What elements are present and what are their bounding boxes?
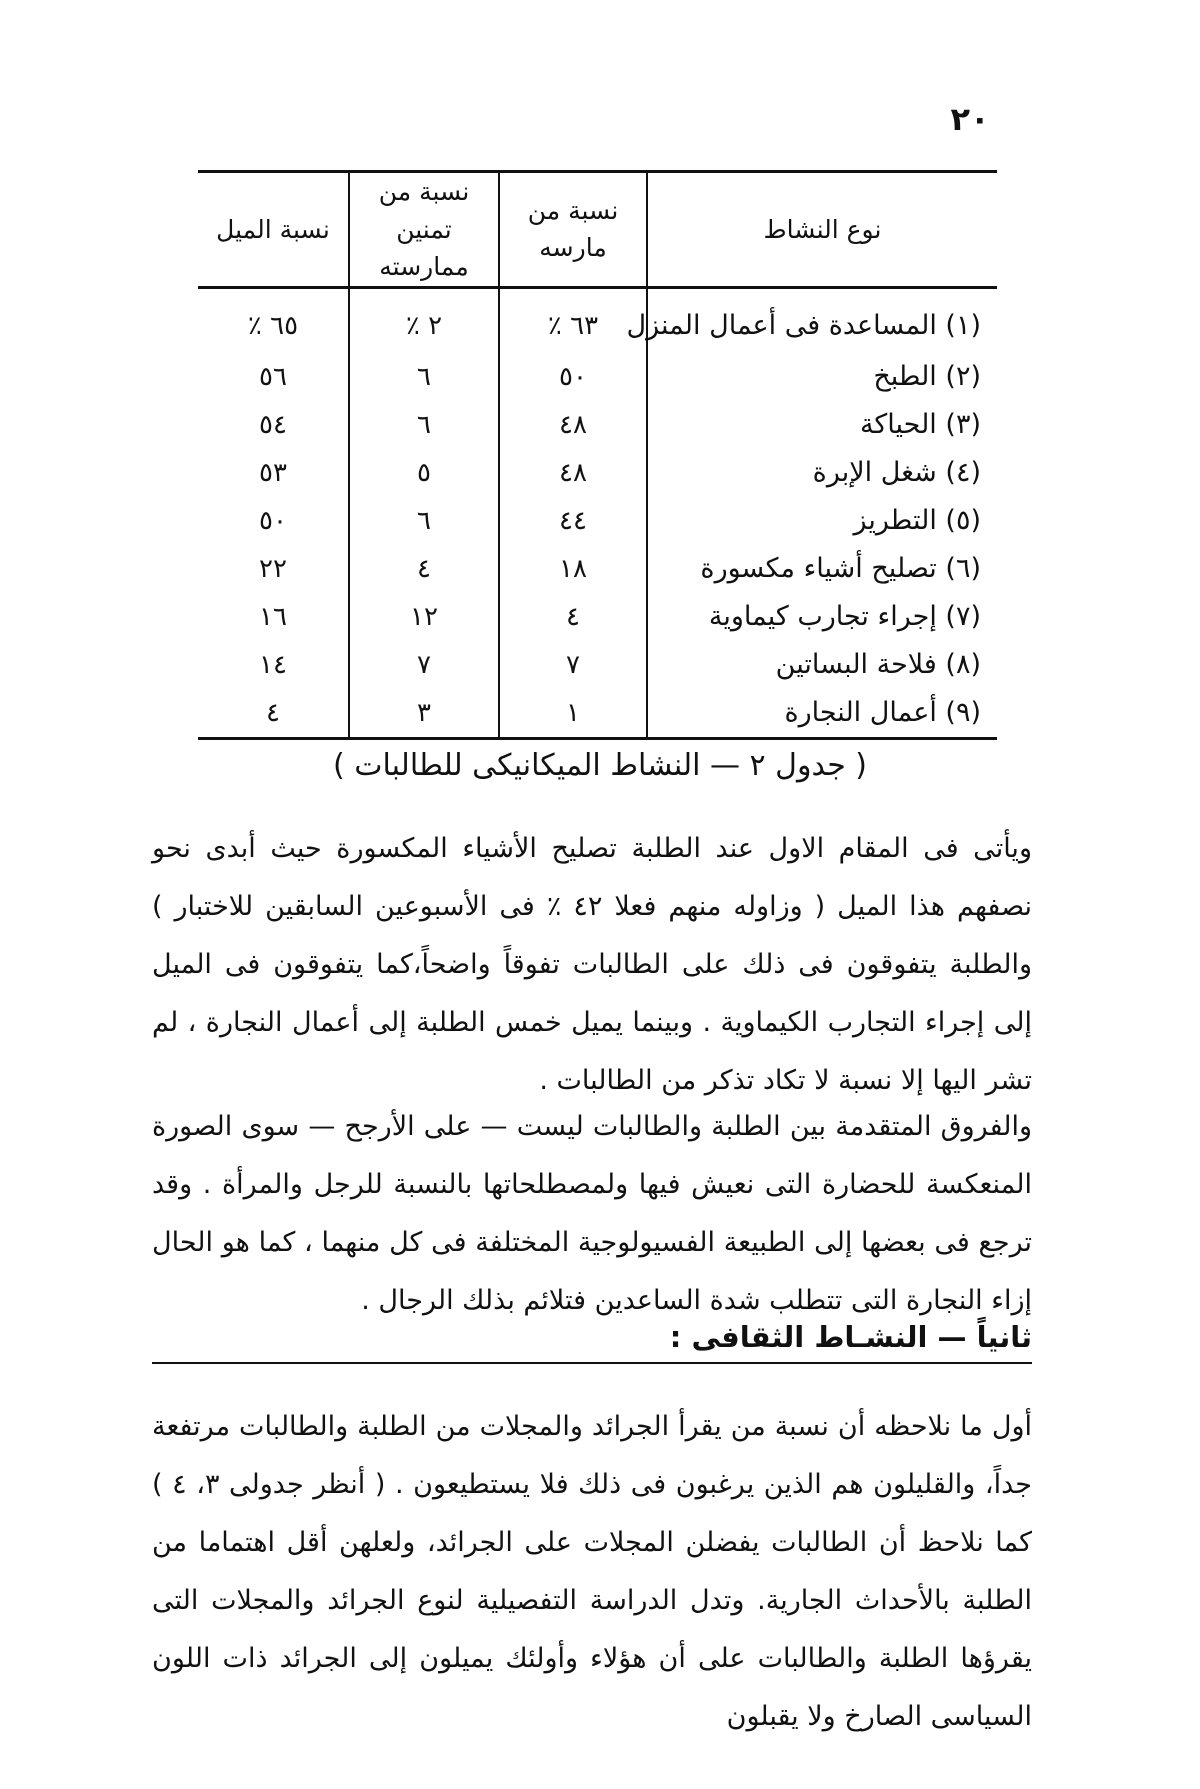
wish-value-cell: ٤ xyxy=(349,545,499,593)
table-row xyxy=(198,689,997,737)
paragraph-mechanical-activity: ويأتى فى المقام الاول عند الطلبة تصليح الأشياء المكسورة حيث أبدى نحو نصفهم هذا الميل ( وزاوله منهم فعلا ٤٢ ٪ فى الأسبوعين السابقين للاختبار ) والطلبة يتفوقون فى ذلك على الطالبات تفوقاً واضحاً،كما يتفوقون فى الميل إلى إجراء التجارب الكيماوية . وبينما يميل خمس الطلبة إلى أعمال النجارة ، لم تشر اليها إلا نسبة لا تكاد تذكر من الطالبات . xyxy=(152,833,1033,1096)
inclination-value-cell: ٤ xyxy=(198,689,349,737)
practice-value-cell: ٤ xyxy=(499,593,647,641)
practice-value-cell: ٤٨ xyxy=(499,401,647,449)
activity-table-container xyxy=(198,170,997,740)
activity-name-cell: (٩) أعمال النجارة xyxy=(784,697,981,729)
table-row xyxy=(198,449,997,497)
header-practice-ratio: نسبة من مارسه xyxy=(499,173,647,287)
wish-value-cell: ٦ xyxy=(349,401,499,449)
inclination-value-cell: ٥٦ xyxy=(198,353,349,401)
inclination-value-cell: ٥٠ xyxy=(198,497,349,545)
wish-value-cell: ٦ xyxy=(349,353,499,401)
practice-value-cell: ٧ xyxy=(499,641,647,689)
header-activity-type: نوع النشاط xyxy=(647,173,997,287)
activity-name-cell: (٨) فلاحة البساتين xyxy=(775,649,981,681)
table-row xyxy=(198,497,997,545)
activity-name-cell: (٦) تصليح أشياء مكسورة xyxy=(700,553,981,585)
inclination-value-cell: ١٤ xyxy=(198,641,349,689)
activity-name-cell: (٢) الطبخ xyxy=(873,361,981,393)
activity-name-cell: (٤) شغل الإبرة xyxy=(812,457,981,489)
inclination-value-cell: ٥٤ xyxy=(198,401,349,449)
activity-table xyxy=(198,173,997,737)
table-row xyxy=(198,641,997,689)
practice-value-cell: ٦٣ ٪ xyxy=(499,287,647,353)
paragraph-gender-differences: والفروق المتقدمة بين الطلبة والطالبات ليست — على الأرجح — سوى الصورة المنعكسة للحضارة التى نعيش فيها ولمصطلحاتها بالنسبة للرجل والمرأة . وقد ترجع فى بعضها إلى الطبيعة الفسيولوجية المختلفة فى كل منهما ، كما هو الحال إزاء النجارة التى تتطلب شدة الساعدين فتلائم بذلك الرجال . xyxy=(152,1111,1032,1316)
inclination-value-cell: ١٦ xyxy=(198,593,349,641)
wish-value-cell: ٦ xyxy=(349,497,499,545)
wish-value-cell: ٧ xyxy=(349,641,499,689)
activity-name-cell: (٥) التطريز xyxy=(853,505,981,537)
wish-value-cell: ٥ xyxy=(349,449,499,497)
table-row xyxy=(198,593,997,641)
inclination-value-cell: ٥٣ xyxy=(198,449,349,497)
practice-value-cell: ١ xyxy=(499,689,647,737)
table-caption: ( جدول ٢ — النشاط الميكانيكى للطالبات ) xyxy=(333,748,867,783)
wish-value-cell: ٣ xyxy=(349,689,499,737)
wish-value-cell: ٢ ٪ xyxy=(349,287,499,353)
table-row xyxy=(198,401,997,449)
activity-name-cell: (٧) إجراء تجارب كيماوية xyxy=(708,601,981,633)
activity-name-cell: (٣) الحياكة xyxy=(859,409,981,441)
inclination-value-cell: ٦٥ ٪ xyxy=(198,287,349,353)
paragraph-reading-habits: أول ما نلاحظه أن نسبة من يقرأ الجرائد والمجلات من الطلبة والطالبات مرتفعة جداً، والقليلون هم الذين يرغبون فى ذلك فلا يستطيعون . ( أنظر جدولى ٣، ٤ ) كما نلاحظ أن الطالبات يفضلن المجلات على الجرائد، ولعلهن أقل اهتماما من الطلبة بالأحداث الجارية. وتدل الدراسة التفصيلية لنوع الجرائد والمجلات التى يقرؤها الطلبة والطالبات على أن هؤلاء وأولئك يميلون إلى الجرائد ذات اللون السياسى الصارخ ولا يقبلون xyxy=(152,1411,1032,1732)
page-number: ٢٠ xyxy=(950,100,990,138)
practice-value-cell: ٤٨ xyxy=(499,449,647,497)
section-heading-cultural-activity: ثانياً — النشـاط الثقافى : xyxy=(152,1320,1032,1364)
table-row xyxy=(198,287,997,353)
practice-value-cell: ٥٠ xyxy=(499,353,647,401)
table-row xyxy=(198,353,997,401)
table-row xyxy=(198,545,997,593)
header-inclination-ratio: نسبة الميل xyxy=(198,173,349,287)
inclination-value-cell: ٢٢ xyxy=(198,545,349,593)
wish-value-cell: ١٢ xyxy=(349,593,499,641)
header-wish-ratio: نسبة من تمنين ممارسته xyxy=(349,173,499,287)
table-header-row xyxy=(198,173,997,287)
activity-name-cell: (١) المساعدة فى أعمال المنزل xyxy=(626,310,981,342)
practice-value-cell: ١٨ xyxy=(499,545,647,593)
practice-value-cell: ٤٤ xyxy=(499,497,647,545)
